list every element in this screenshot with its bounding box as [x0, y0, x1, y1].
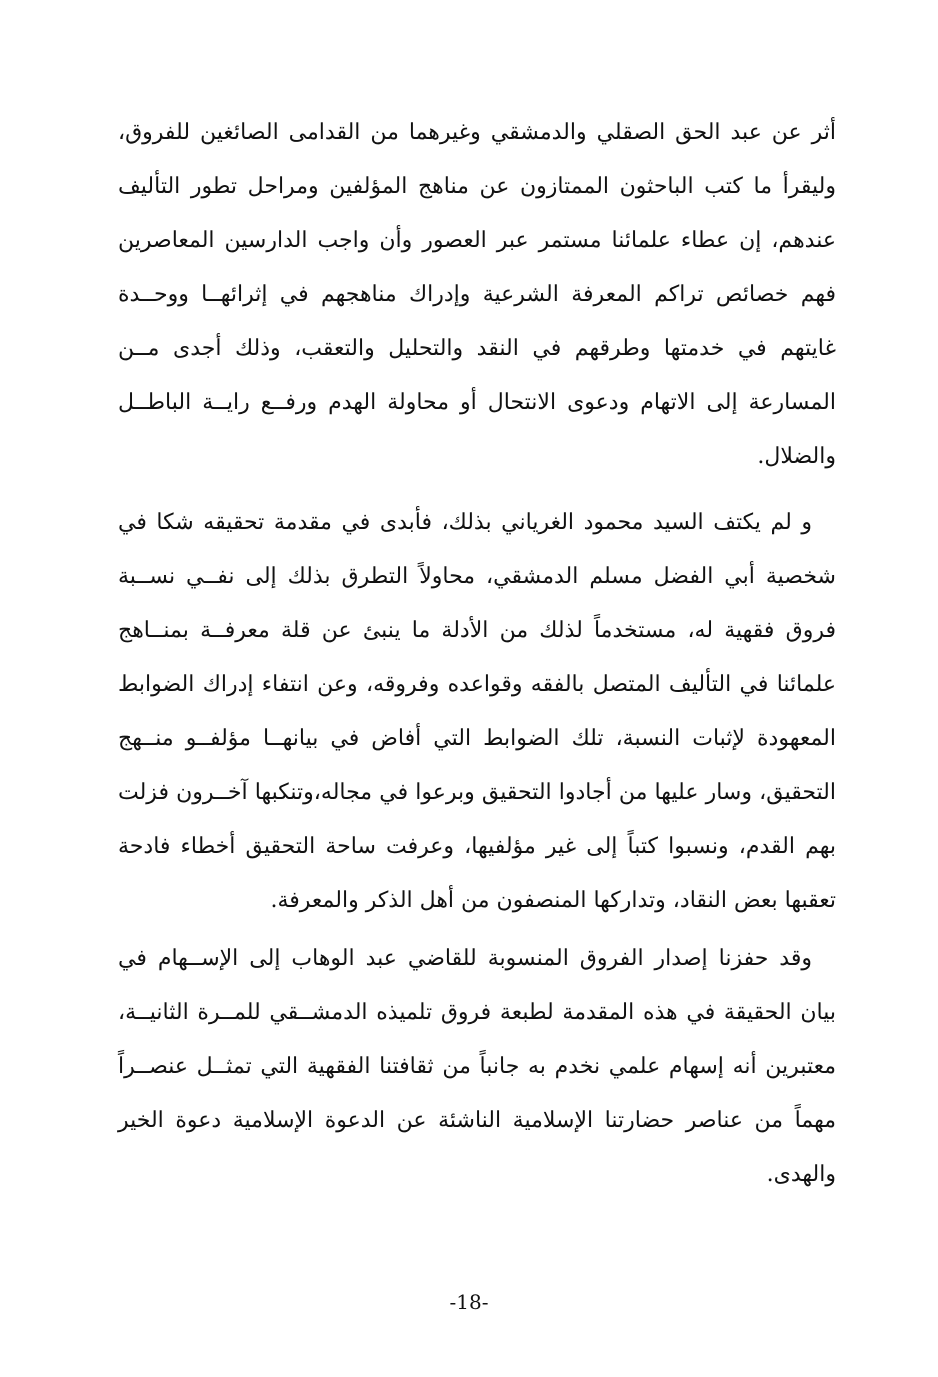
paragraph-1-container	[118, 106, 836, 484]
paragraph-2-container	[118, 496, 836, 928]
page-number: -18-	[449, 1290, 489, 1314]
paragraph-1: أثر عن عبد الحق الصقلي والدمشقي وغيرهما من القدامى الصائغين للفروق، وليقرأ ما كتب الباحثون الممتازون عن مناهج المؤلفين ومراحل تطور التأليف عندهم، إن عطاء علمائنا مستمر عبر العصور وأن واجب الدارسين المعاصرين فهم خصائص تراكم المعرفة الشرعية وإدراك مناهجهم في إثرائهــا ووحــدة غايتهم في خدمتها وطرقهم في النقد والتحليل والتعقب، وذلك أجدى مــن المسارعة إلى الاتهام ودعوى الانتحال أو محاولة الهدم ورفــع رايــة الباطــل والضلال.	[118, 120, 836, 469]
paragraph-3-container	[118, 932, 836, 1202]
paragraph-3: وقد حفزنا إصدار الفروق المنسوبة للقاضي عبد الوهاب إلى الإســهام في بيان الحقيقة في هذه المقدمة لطبعة فروق تلميذه الدمشــقي للمــرة الثانيــة، معتبرين أنه إسهام علمي نخدم به جانباً من ثقافتنا الفقهية التي تمثــل عنصــراً مهماً من عناصر حضارتنا الإسلامية الناشئة عن الدعوة الإسلامية دعوة الخير والهدى.	[118, 946, 836, 1187]
paragraph-2: و لم يكتف السيد محمود الغرياني بذلك، فأبدى في مقدمة تحقيقه شكا في شخصية أبي الفضل مسلم الدمشقي، محاولاً التطرق بذلك إلى نفــي نســبة فروق فقهية له، مستخدماً لذلك من الأدلة ما ينبئ عن قلة معرفــة بمنــاهج علمائنا في التأليف المتصل بالفقه وقواعده وفروقه، وعن انتفاء إدراك الضوابط المعهودة لإثبات النسبة، تلك الضوابط التي أفاض في بيانهــا مؤلفــو منــهج التحقيق، وسار عليها من أجادوا التحقيق وبرعوا في مجاله،وتنكبها آخــرون فزلت بهم القدم، ونسبوا كتباً إلى غير مؤلفيها، وعرفت ساحة التحقيق أخطاء فادحة تعقبها بعض النقاد، وتداركها المنصفون من أهل الذكر والمعرفة.	[118, 510, 836, 913]
